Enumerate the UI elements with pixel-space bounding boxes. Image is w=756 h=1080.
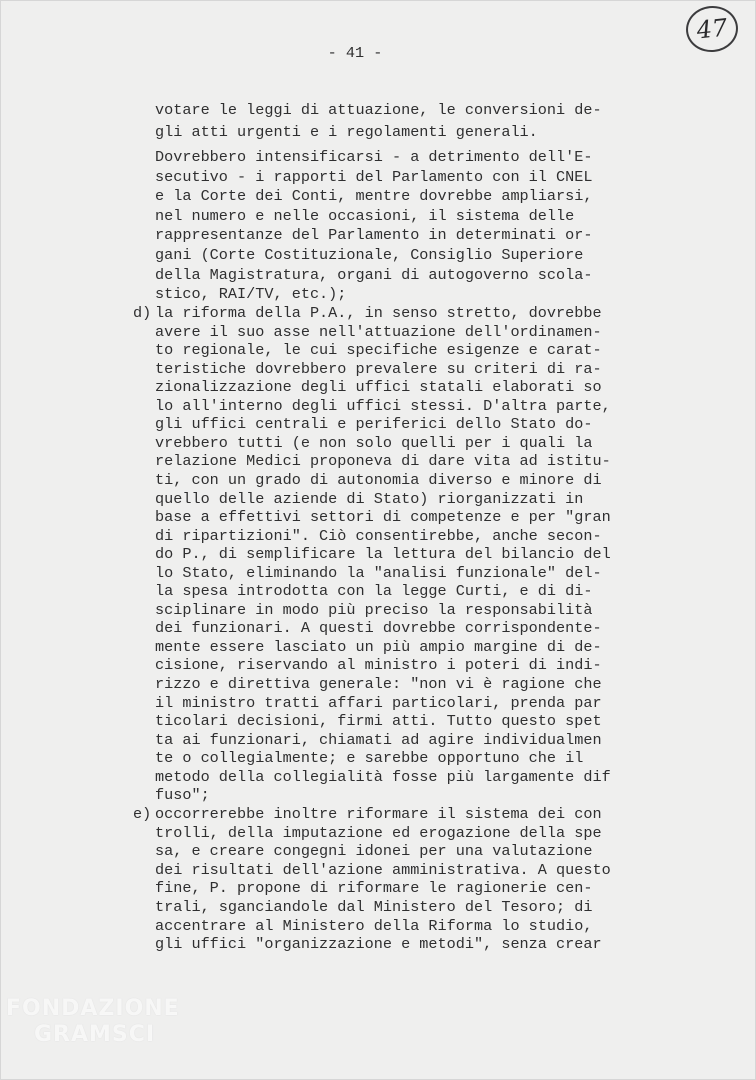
text-line: dei funzionari. A questi dovrebbe corrispondente- — [155, 619, 602, 638]
text-line: e la Corte dei Conti, mentre dovrebbe ampliarsi, — [155, 187, 593, 206]
watermark-line-1: FONDAZIONE — [6, 996, 180, 1021]
list-marker-d: d) — [133, 304, 152, 322]
text-line: trolli, della imputazione ed erogazione della spe — [155, 823, 602, 842]
text-line: nel numero e nelle occasioni, il sistema delle — [155, 206, 575, 225]
text-line: te o collegialmente; e sarebbe opportuno che il — [155, 749, 584, 768]
text-line: occorrerebbe inoltre riformare il sistema dei con — [155, 805, 602, 823]
text-line: accentrare al Ministero della Riforma lo studio, — [155, 916, 593, 935]
text-line: di ripartizioni". Ciò consentirebbe, anche secon- — [155, 526, 602, 545]
text-line: gani (Corte Costituzionale, Consiglio Superiore — [155, 246, 584, 264]
text-line: trali, sganciandole dal Ministero del Tesoro; di — [155, 898, 593, 916]
text-line: sciplinare in modo più preciso la responsabilità — [155, 600, 593, 619]
text-line: metodo della collegialità fosse più largamente dif — [155, 767, 611, 786]
text-line: zionalizzazione degli uffici statali elaborati so — [155, 378, 602, 397]
text-line: to regionale, le cui specifiche esigenze e carat- — [155, 341, 602, 360]
text-line: votare le leggi di attuazione, le conversioni de- — [155, 101, 602, 119]
text-line: la spesa introdotta con la legge Curti, e di di- — [155, 582, 593, 601]
text-line: fuso"; — [155, 786, 210, 805]
text-line: sa, e creare congegni idonei per una valutazione — [155, 842, 593, 861]
text-line: vrebbero tutti (e non solo quelli per i quali la — [155, 433, 593, 452]
text-line: gli atti urgenti e i regolamenti generali. — [155, 122, 538, 141]
text-line: della Magistratura, organi di autogoverno scola- — [155, 265, 593, 284]
text-line: secutivo - i rapporti del Parlamento con il CNEL — [155, 167, 593, 186]
text-line: lo all'interno degli uffici stessi. D'altra parte, — [155, 396, 611, 415]
text-line: base a effettivi settori di competenze e per "gran — [155, 508, 611, 527]
text-line: gli uffici "organizzazione e metodi", senza crear — [155, 935, 602, 954]
text-line: fine, P. propone di riformare le ragionerie cen- — [155, 879, 593, 898]
text-line: ti, con un grado di autonomia diverso e minore di — [155, 470, 602, 489]
list-marker-e: e) — [133, 805, 152, 823]
archive-stamp-number: 47 — [695, 13, 729, 45]
text-line: rappresentanze del Parlamento in determinati or- — [155, 226, 593, 245]
text-line: dei risultati dell'azione amministrativa. A questo — [155, 860, 611, 879]
watermark-line-2: GRAMSCI — [34, 1022, 156, 1047]
text-line: lo Stato, eliminando la "analisi funzionale" del- — [155, 563, 602, 582]
archive-stamp — [684, 3, 741, 54]
text-line: la riforma della P.A., in senso stretto, dovrebbe — [155, 304, 602, 322]
text-line: gli uffici centrali e periferici dello Stato do- — [155, 415, 593, 434]
text-line: stico, RAI/TV, etc.); — [155, 285, 347, 304]
text-line: rizzo e direttiva generale: "non vi è ragione che — [155, 675, 602, 693]
text-line: teristiche dovrebbero prevalere su criteri di ra- — [155, 359, 602, 378]
text-line: cisione, riservando al ministro i poteri di indi- — [155, 656, 602, 675]
text-line: quello delle aziende di Stato) riorganizzati in — [155, 489, 584, 508]
text-line: Dovrebbero intensificarsi - a detrimento dell'E- — [155, 148, 593, 166]
text-line: mente essere lasciato un più ampio margine di de- — [155, 637, 602, 656]
text-line: avere il suo asse nell'attuazione dell'ordinamen- — [155, 322, 602, 341]
text-line: do P., di semplificare la lettura del bilancio del — [155, 545, 611, 564]
text-line: ticolari decisioni, firmi atti. Tutto questo spet — [155, 712, 602, 731]
text-line: relazione Medici proponeva di dare vita ad istitu- — [155, 452, 611, 471]
page-number: - 41 - — [327, 44, 383, 62]
text-line: il ministro tratti affari particolari, prenda par — [155, 693, 602, 712]
text-line: ta ai funzionari, chiamati ad agire individualmen — [155, 730, 602, 749]
